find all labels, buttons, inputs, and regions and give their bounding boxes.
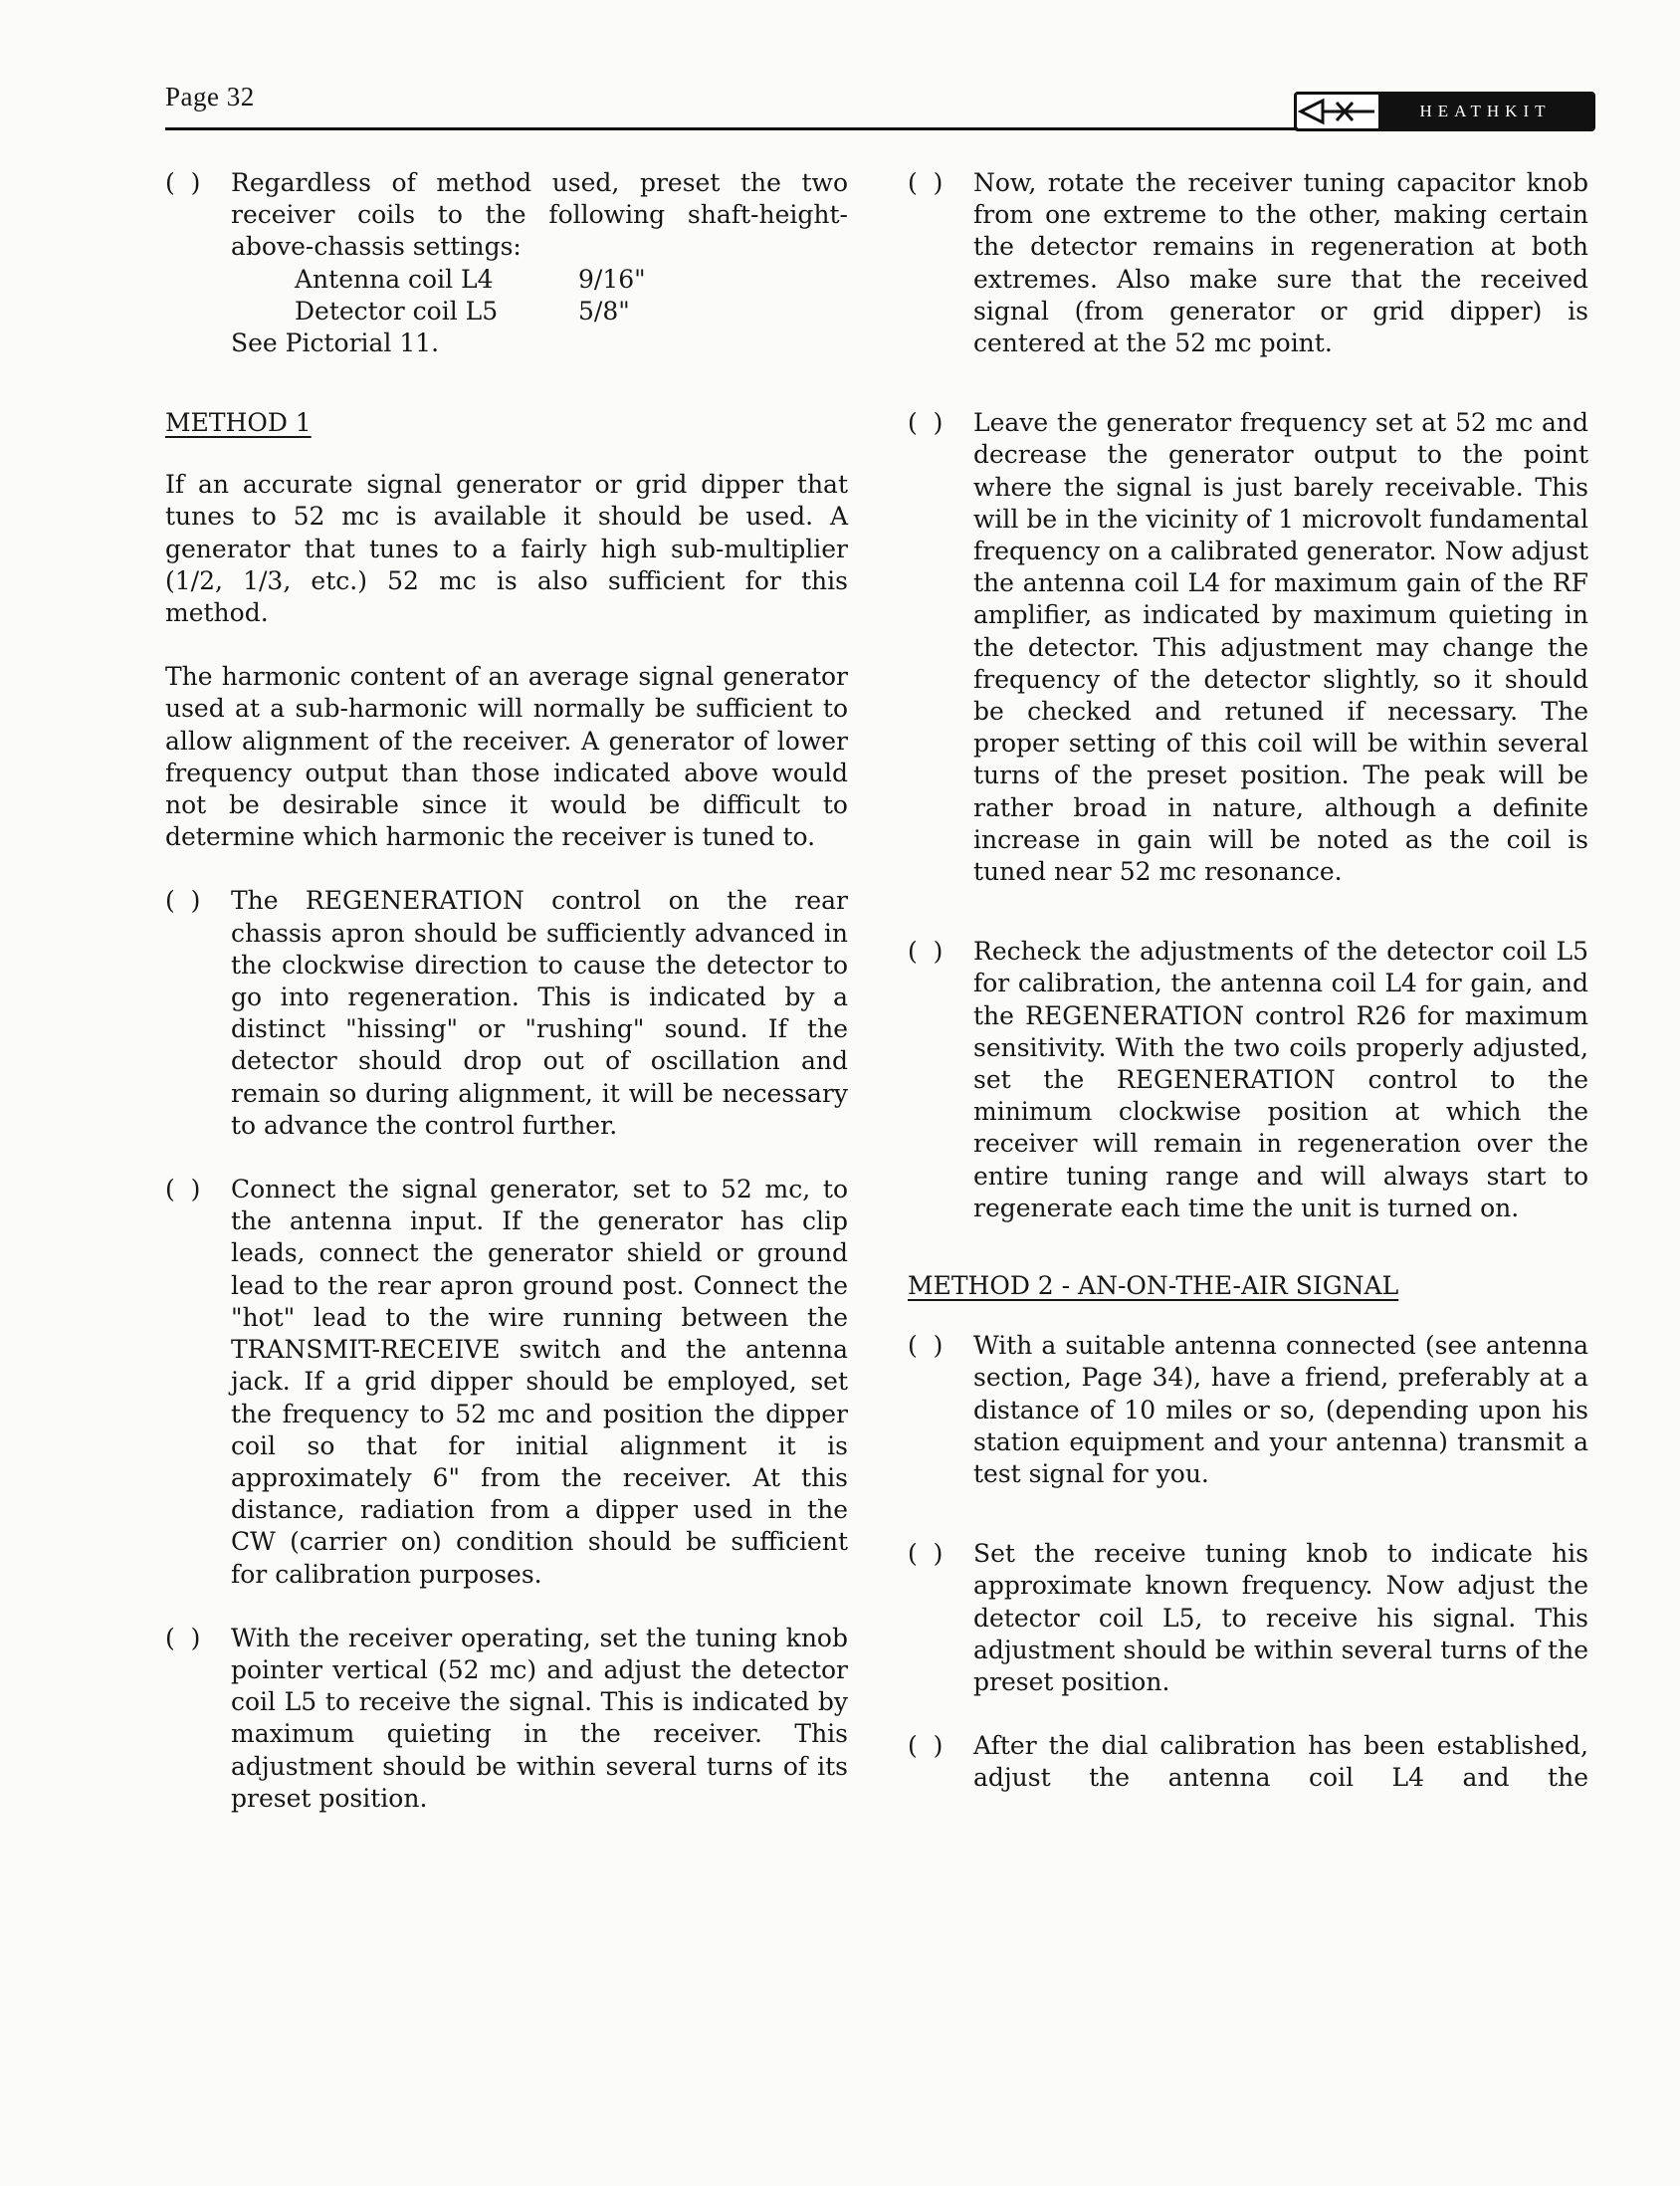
coil-value: 5/8" [578,296,630,326]
coil-label: Detector coil L5 [295,296,499,326]
step-item [908,1538,1588,1698]
heathkit-logo [1294,92,1595,131]
step-text: The REGENERATION control on the rear chassis apron should be sufficiently advanced in the clockwise direction to cause the detector to go into regeneration. This is indicated by a distinct "hissing" or "rushing" sound. If the detector should drop out of oscillation and remain so during alignment, it will be necessary to advance the control further. [231,886,848,1140]
checkbox-mark[interactable]: ( ) [165,886,201,916]
step-text: Leave the generator frequency set at 52 mc and decrease the generator output to the point where the signal is just barely receivable. This will be in the vicinity of 1 microvolt fundamental frequency on a calibrated generator. Now adjust the antenna coil L4 for maximum gain of the RF amplifier, as indicated by maximum quieting in the detector. This adjustment may change the frequency of the detector slightly, so it should be checked and retuned if necessary. The proper setting of this coil will be within several turns of the preset position. The peak will be rather broad in nature, although a definite increase in gain will be noted as the coil is tuned near 52 mc resonance. [973,408,1588,887]
step-item [165,1174,848,1591]
checkbox-mark[interactable]: ( ) [908,1331,944,1361]
right-column [908,167,1588,1795]
step-text: Regardless of method used, preset the two receiver coils to the following shaft-height-above-chassis settings: [231,168,848,262]
harmonic-paragraph: The harmonic content of an average signal generator used at a sub-harmonic will normally be sufficient to allow alignment of the receiver. A generator of lower frequency output than those indicated above would not be desirable since it would be difficult to determine which harmonic the receiver is tuned to. [165,662,848,852]
checkbox-mark[interactable]: ( ) [908,937,944,967]
page-number: Page 32 [165,82,255,111]
checkbox-mark[interactable]: ( ) [165,1623,201,1652]
logo-text: HEATHKIT [1378,95,1592,128]
checkbox-mark[interactable]: ( ) [165,168,201,197]
header-rule [165,127,1298,130]
see-reference: See Pictorial 11. [231,328,440,358]
step-text: Set the receive tuning knob to indicate his approximate known frequency. Now adjust the detector coil L5, to receive his signal. This adjustment should be within several turns of the preset position. [973,1539,1588,1696]
method-1-heading: METHOD 1 [165,408,312,438]
step-preset-coils [165,167,848,359]
intro-paragraph: If an accurate signal generator or grid dipper that tunes to 52 mc is available it should be used. A generator that tunes to a fairly high sub-multiplier (1/2, 1/3, etc.) 52 mc is also sufficient for this method. [165,470,848,628]
checkbox-mark[interactable]: ( ) [908,408,944,438]
step-item [908,1730,1588,1794]
step-item [908,167,1588,359]
step-text: Connect the signal generator, set to 52 mc, to the antenna input. If the generator has clip leads, connect the generator shield or ground lead to the rear apron ground post. Connect the "hot" lead to the wire running between the TRANSMIT-RECEIVE switch and the antenna jack. If a grid dipper should be employed, set the frequency to 52 mc and position the dipper coil so that for initial alignment it is approximately 6" from the receiver. At this distance, radiation from a dipper used in the CW (carrier on) condition should be sufficient for calibration purposes. [231,1175,848,1589]
step-text: With the receiver operating, set the tuning knob pointer vertical (52 mc) and adjust the detector coil L5 to receive the signal. This is indicated by maximum quieting in the receiver. This adjustment should be within several turns of its preset position. [231,1623,848,1813]
step-text: After the dial calibration has been established, adjust the antenna coil L4 and the [973,1731,1588,1793]
left-column [165,167,848,1815]
checkbox-mark[interactable]: ( ) [908,1731,944,1761]
coil-value: 9/16" [578,264,646,294]
coil-setting-row [231,264,848,296]
step-item [908,1330,1588,1490]
step-text: Recheck the adjustments of the detector coil L5 for calibration, the antenna coil L4 for gain, and the REGENERATION control R26 for maximum sensitivity. With the two coils properly adjusted, set the REGENERATION control to the minimum clockwise position at which the receiver will remain in regeneration over the entire tuning range and will always start to regenerate each time the unit is turned on. [973,937,1588,1222]
step-text: Now, rotate the receiver tuning capacitor knob from one extreme to the other, making certain the detector remains in regeneration at both extremes. Also make sure that the received signal (from generator or grid dipper) is centered at the 52 mc point. [973,168,1588,358]
logo-symbol-icon [1297,95,1378,128]
coil-setting-row [231,296,848,328]
step-item [165,1623,848,1815]
step-text: With a suitable antenna connected (see antenna section, Page 34), have a friend, preferably at a distance of 10 miles or so, (depending upon his station equipment and your antenna) transmit a test signal for you. [973,1331,1588,1488]
step-item [908,936,1588,1224]
step-item [908,407,1588,888]
checkbox-mark[interactable]: ( ) [165,1175,201,1204]
coil-label: Antenna coil L4 [295,264,494,294]
checkbox-mark[interactable]: ( ) [908,1539,944,1569]
checkbox-mark[interactable]: ( ) [908,168,944,197]
method-2-heading: METHOD 2 - AN-ON-THE-AIR SIGNAL [908,1271,1399,1301]
step-item [165,885,848,1142]
